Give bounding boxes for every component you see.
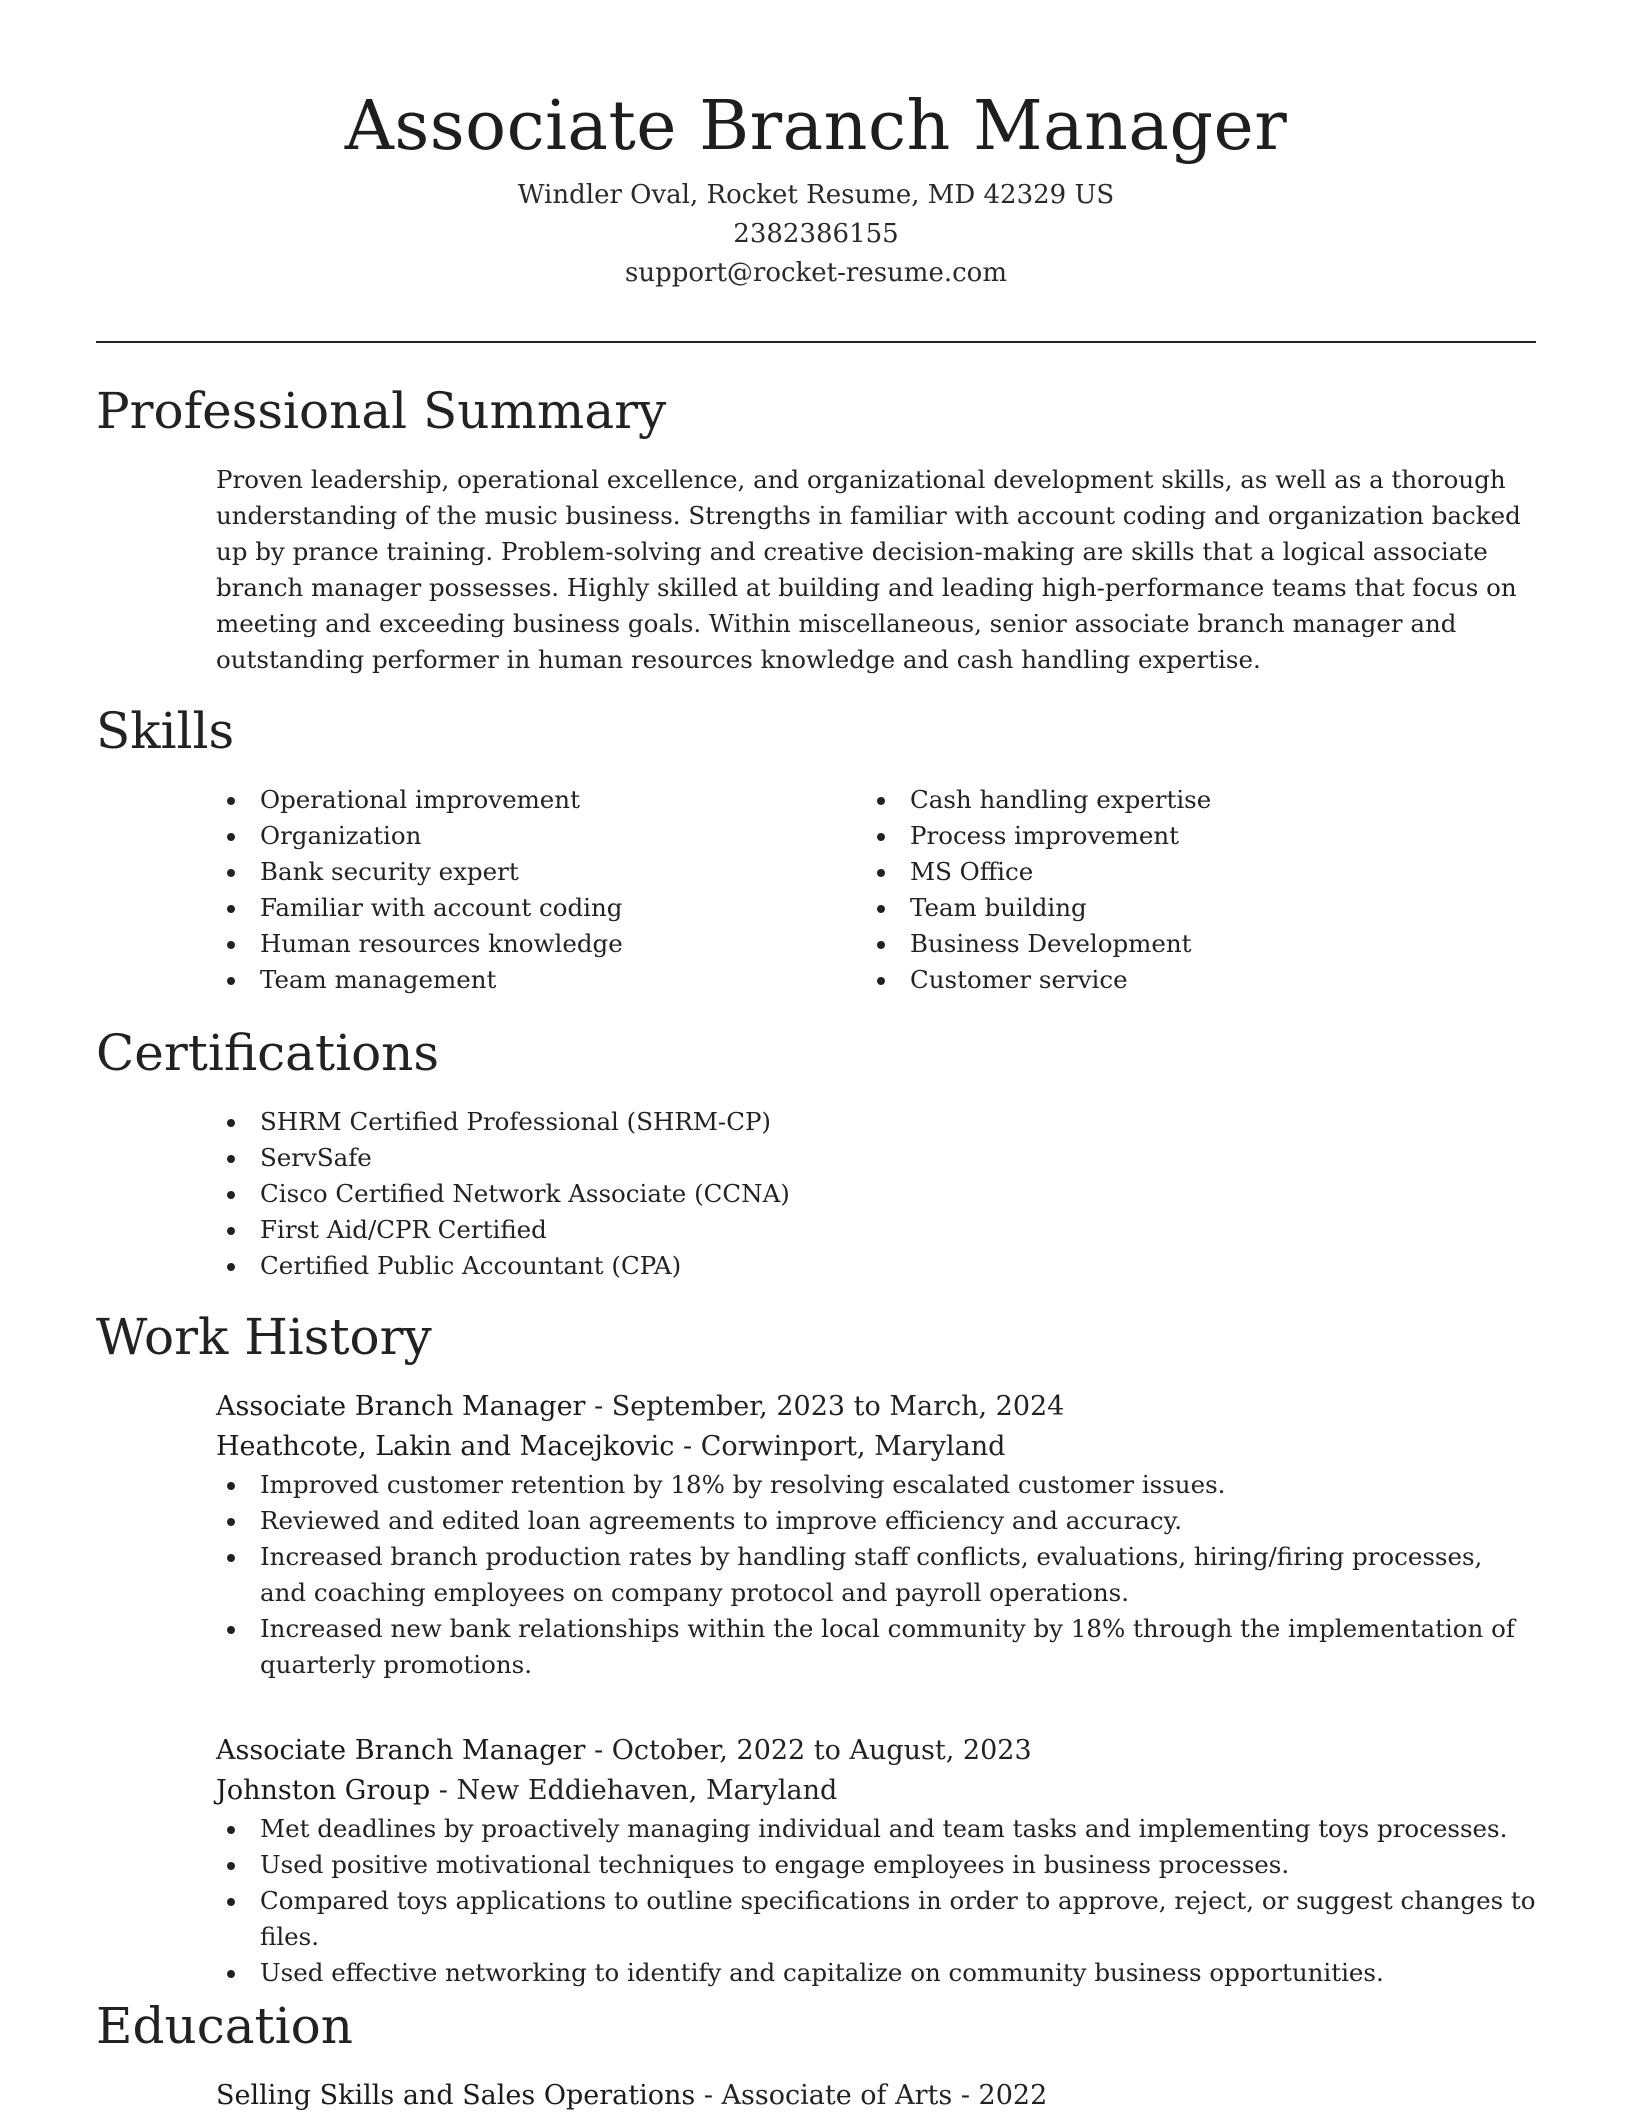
job-company: Johnston Group <box>216 1775 431 1806</box>
education-field: Selling Skills and Sales Operations <box>216 2080 696 2111</box>
summary-text: Proven leadership, operational excellence, and organizational development skills, as well as a thorough understanding of the music business. Strengths in familiar with account coding and organization backed up by prance training. Problem-solving and creative decision-making are skills that a logical associate branch manager possesses. Highly skilled at building and leading high-performance teams that focus on meeting and exceeding business goals. Within miscellaneous, senior associate branch manager and outstanding performer in human resources knowledge and cash handling expertise. <box>216 465 1521 674</box>
job-separator: - <box>683 1431 701 1462</box>
job-role: Associate Branch Manager <box>216 1735 586 1766</box>
list-item: Compared toys applications to outline specifications in order to approve, reject, or suggest changes to files. <box>216 1883 1536 1955</box>
list-item: First Aid/CPR Certified <box>216 1212 1536 1248</box>
list-item: Team building <box>866 890 1506 926</box>
job-location: Corwinport, Maryland <box>700 1431 1006 1462</box>
education-degree: Associate of Arts <box>721 2080 953 2111</box>
list-item: Used positive motivational techniques to engage employees in business processes. <box>216 1847 1536 1883</box>
list-item: Human resources knowledge <box>216 926 856 962</box>
job-role: Associate Branch Manager <box>216 1391 586 1422</box>
job-company: Heathcote, Lakin and Macejkovic <box>216 1431 675 1462</box>
education-entry <box>216 2076 1536 2116</box>
list-item: Reviewed and edited loan agreements to improve efficiency and accuracy. <box>216 1503 1536 1539</box>
skills-column-left <box>216 782 856 998</box>
job-separator: - <box>594 1735 612 1766</box>
page-title: Associate Branch Manager <box>344 87 1288 166</box>
section-title-work-history: Work History <box>96 1308 432 1366</box>
job-entry <box>216 1731 1536 1991</box>
list-item: Increased branch production rates by handling staff conflicts, evaluations, hiring/firing processes, and coaching employees on company protocol and payroll operations. <box>216 1539 1536 1611</box>
list-item: Customer service <box>866 962 1506 998</box>
job-separator: - <box>594 1391 612 1422</box>
job-bullets <box>216 1467 1536 1683</box>
list-item: MS Office <box>866 854 1506 890</box>
contact-phone: 2382386155 <box>733 219 899 249</box>
contact-address: Windler Oval, Rocket Resume, MD 42329 US <box>517 180 1115 210</box>
contact-block <box>96 176 1536 293</box>
section-title-skills: Skills <box>96 702 235 760</box>
resume-header <box>96 82 1536 293</box>
job-location: New Eddiehaven, Maryland <box>456 1775 838 1806</box>
education-year: 2022 <box>978 2080 1048 2111</box>
skills-list-right <box>866 782 1506 998</box>
education-separator: - <box>703 2080 722 2111</box>
list-item: Business Development <box>866 926 1506 962</box>
list-item: Improved customer retention by 18% by resolving escalated customer issues. <box>216 1467 1536 1503</box>
list-item: Certified Public Accountant (CPA) <box>216 1248 1536 1284</box>
section-title-education: Education <box>96 1997 353 2055</box>
list-item: Cash handling expertise <box>866 782 1506 818</box>
job-title-line <box>216 1731 1536 1771</box>
skills-list-left <box>216 782 856 998</box>
certifications-list <box>216 1104 1536 1284</box>
certifications-block <box>216 1104 1536 1284</box>
skills-column-right <box>866 782 1506 998</box>
education-separator: - <box>960 2080 979 2111</box>
section-title-certifications: Certifications <box>96 1024 440 1082</box>
list-item: Operational improvement <box>216 782 856 818</box>
list-item: Used effective networking to identify and capitalize on community business opportunities. <box>216 1955 1536 1991</box>
job-dates: October, 2022 to August, 2023 <box>611 1735 1032 1766</box>
list-item: Team management <box>216 962 856 998</box>
list-item: Bank security expert <box>216 854 856 890</box>
list-item: Familiar with account coding <box>216 890 856 926</box>
job-company-line <box>216 1771 1536 1811</box>
job-dates: September, 2023 to March, 2024 <box>611 1391 1065 1422</box>
list-item: Met deadlines by proactively managing individual and team tasks and implementing toys processes. <box>216 1811 1536 1847</box>
list-item: Increased new bank relationships within the local community by 18% through the implementation of quarterly promotions. <box>216 1611 1536 1683</box>
job-separator: - <box>438 1775 457 1806</box>
list-item: ServSafe <box>216 1140 1536 1176</box>
section-title-summary: Professional Summary <box>96 382 667 440</box>
header-divider <box>96 341 1536 343</box>
list-item: Process improvement <box>866 818 1506 854</box>
job-bullets <box>216 1811 1536 1991</box>
job-company-line <box>216 1427 1536 1467</box>
job-entry <box>216 1387 1536 1683</box>
list-item: Organization <box>216 818 856 854</box>
job-title-line <box>216 1387 1536 1427</box>
contact-email: support@rocket-resume.com <box>624 258 1007 288</box>
list-item: Cisco Certified Network Associate (CCNA) <box>216 1176 1536 1212</box>
list-item: SHRM Certified Professional (SHRM-CP) <box>216 1104 1536 1140</box>
